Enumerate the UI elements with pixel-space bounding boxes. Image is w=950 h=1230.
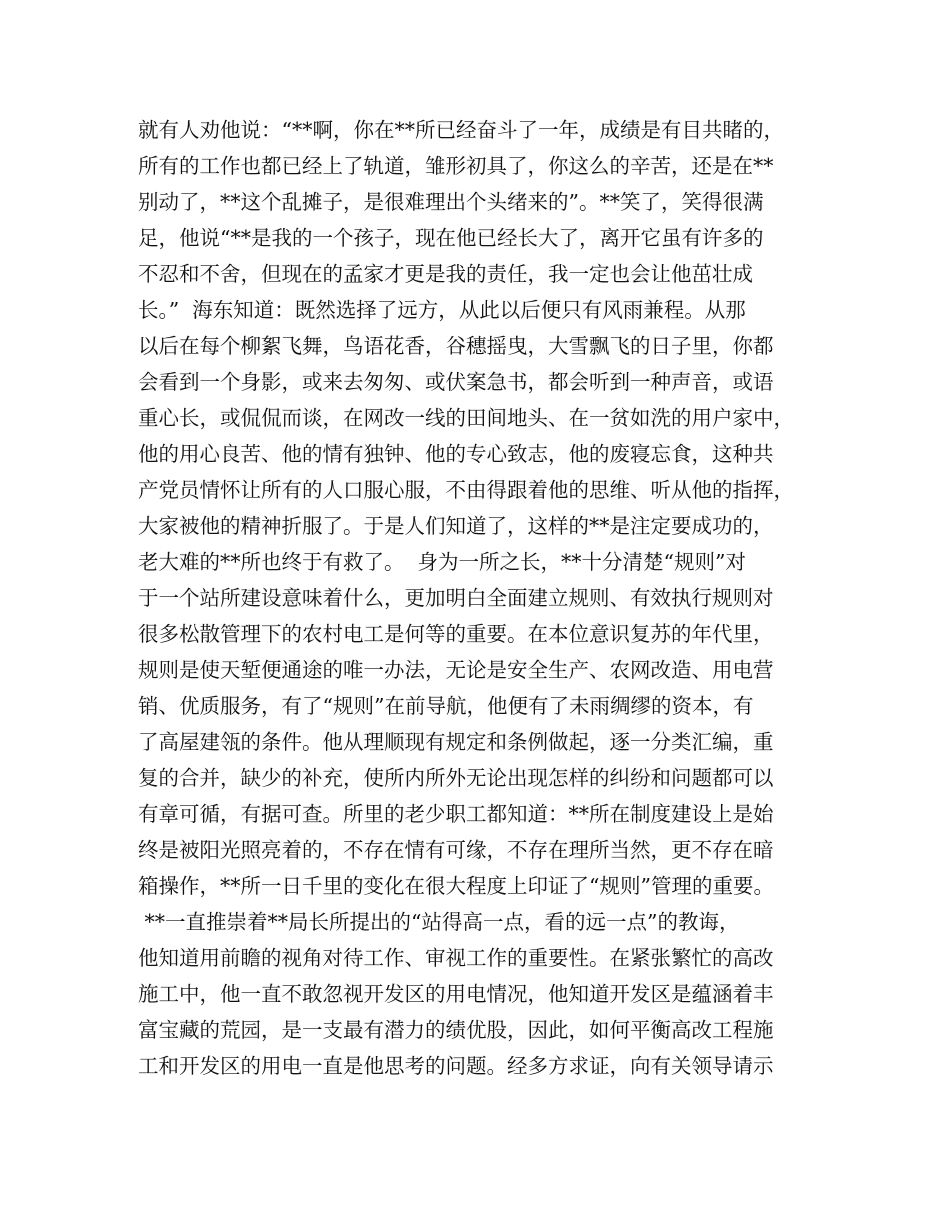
text-line: 箱操作，**所一日千里的变化在很大程度上印证了“规则”管理的重要。 [138, 874, 774, 898]
text-line: 工和开发区的用电一直是他思考的问题。经多方求证，向有关领导请示 [138, 1054, 774, 1078]
text-line: 大家被他的精神折服了。于是人们知道了，这样的**是注定要成功的， [138, 514, 774, 538]
text-line: 就有人劝他说：“**啊，你在**所已经奋斗了一年，成绩是有目共睹的， [138, 118, 784, 142]
text-line: 了高屋建瓴的条件。他从理顺现有规定和条例做起，逐一分类汇编，重 [138, 730, 774, 754]
text-line: 会看到一个身影，或来去匆匆、或伏案急书，都会听到一种声音，或语 [138, 370, 774, 394]
text-line: 很多松散管理下的农村电工是何等的重要。在本位意识复苏的年代里， [138, 622, 774, 646]
text-line: 销、优质服务，有了“规则”在前导航，他便有了未雨绸缪的资本，有 [138, 694, 754, 718]
text-line: 规则是使天堑便通途的唯一办法，无论是安全生产、农网改造、用电营 [138, 658, 774, 682]
text-line: 他的用心良苦、他的情有独钟、他的专心致志，他的废寝忘食，这种共 [138, 442, 774, 466]
text-line: 以后在每个柳絮飞舞，鸟语花香，谷穗摇曳，大雪飘飞的日子里，你都 [138, 334, 774, 358]
text-line: 所有的工作也都已经上了轨道，雏形初具了，你这么的辛苦，还是在** [138, 154, 774, 178]
text-line: 复的合并，缺少的补充，使所内所外无论出现怎样的纠纷和问题都可以 [138, 766, 774, 790]
text-line: 别动了，**这个乱摊子，是很难理出个头绪来的”。**笑了，笑得很满 [138, 190, 764, 214]
text-line: 施工中，他一直不敢忽视开发区的用电情况，他知道开发区是蕴涵着丰 [138, 982, 774, 1006]
text-line: 足，他说“**是我的一个孩子，现在他已经长大了，离开它虽有许多的 [138, 226, 764, 250]
body-text [138, 112, 838, 1084]
text-line: 重心长，或侃侃而谈，在网改一线的田间地头、在一贫如洗的用户家中， [138, 406, 794, 430]
text-line: 他知道用前瞻的视角对待工作、审视工作的重要性。在紧张繁忙的高改 [138, 946, 774, 970]
text-line: **一直推崇着**局长所提出的“站得高一点，看的远一点”的教诲， [138, 910, 740, 934]
text-line: 有章可循，有据可查。所里的老少职工都知道：**所在制度建设上是始 [138, 802, 774, 826]
text-line: 富宝藏的荒园，是一支最有潜力的绩优股，因此，如何平衡高改工程施 [138, 1018, 774, 1042]
text-line: 产党员情怀让所有的人口服心服，不由得跟着他的思维、听从他的指挥， [138, 478, 794, 502]
text-line: 老大难的**所也终于有救了。 身为一所之长，**十分清楚“规则”对 [138, 550, 746, 574]
text-line: 于一个站所建设意味着什么，更加明白全面建立规则、有效执行规则对 [138, 586, 774, 610]
text-line: 不忍和不舍，但现在的孟家才更是我的责任，我一定也会让他茁壮成 [138, 262, 753, 286]
text-line: 终是被阳光照亮着的，不存在情有可缘，不存在理所当然，更不存在暗 [138, 838, 774, 862]
text-line: 长。” 海东知道：既然选择了远方，从此以后便只有风雨兼程。从那 [138, 298, 746, 322]
